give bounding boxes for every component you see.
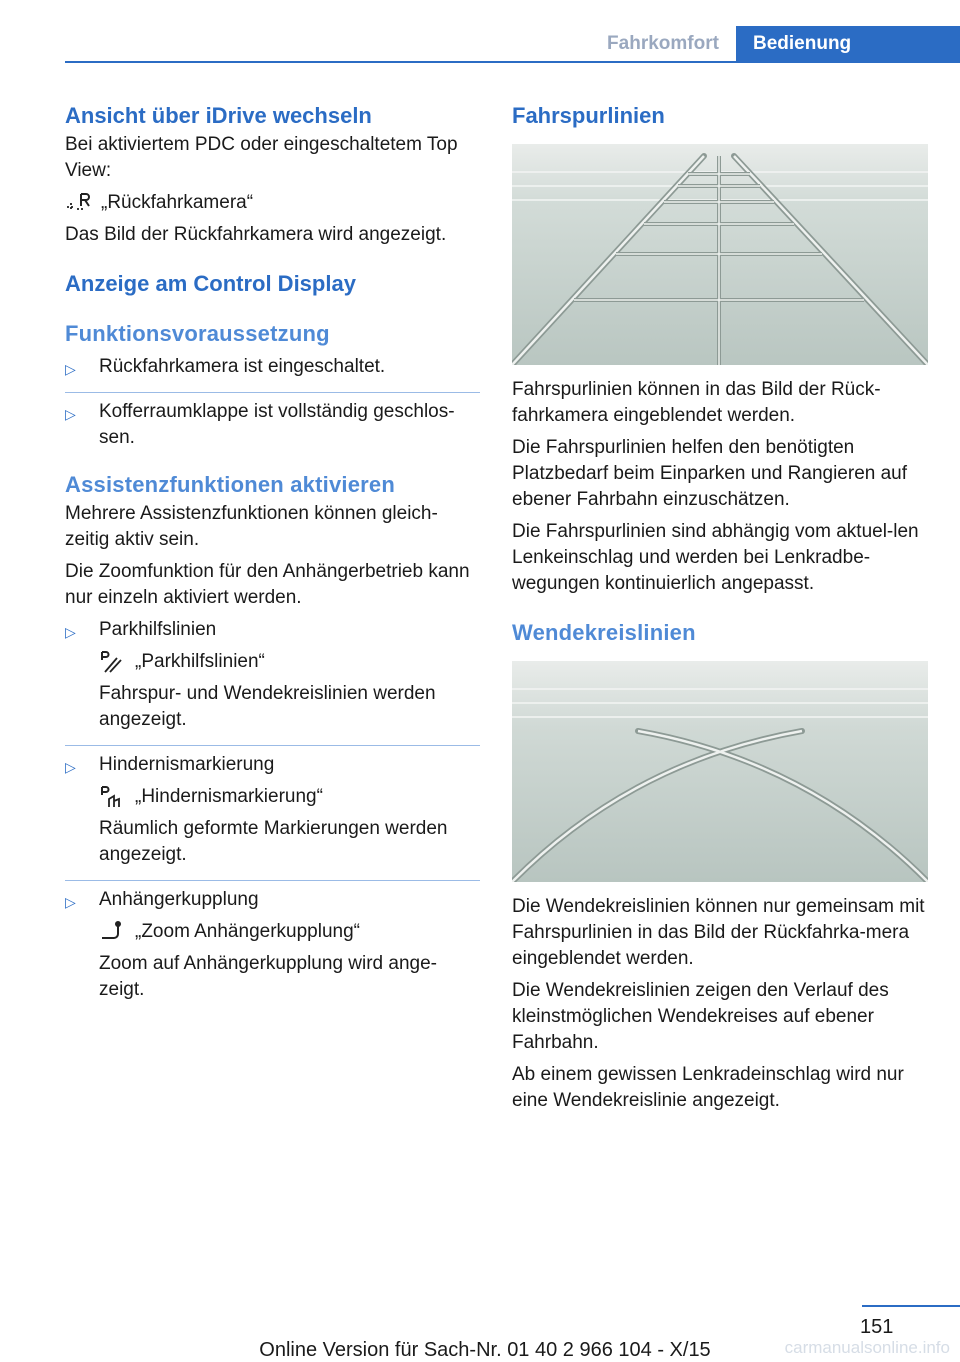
lane-lines-illustration xyxy=(512,144,928,365)
list-item xyxy=(65,399,480,457)
footer-text: Online Version für Sach-Nr. 01 40 2 966 104 - X/15 xyxy=(259,1339,711,1361)
bullet-triangle-icon: ▷ xyxy=(65,759,76,775)
list-item-parkhilfslinien xyxy=(65,617,480,739)
para-fahrspur-3: Die Fahrspurlinien sind abhängig vom aktuel-len Lenkeinschlag und werden bei Lenkradbe-wegungen kontinuierlich angepasst. xyxy=(512,521,919,594)
menu-label-hindernismarkierung: „Hindernismarkierung“ xyxy=(135,786,323,807)
menu-line-hindernismarkierung xyxy=(99,784,480,810)
list-item-title: Parkhilfslinien xyxy=(99,619,217,640)
menu-line-parkhilfslinien xyxy=(99,649,480,675)
divider xyxy=(65,745,480,746)
list-item-desc: Zoom auf Anhängerkupplung wird ange-zeigt. xyxy=(99,953,438,1000)
bullet-triangle-icon: ▷ xyxy=(65,361,76,377)
heading-funktion: Funktionsvoraussetzung xyxy=(65,321,330,346)
heading-anzeige: Anzeige am Control Display xyxy=(65,271,356,296)
header-rule xyxy=(65,61,960,63)
obstacle-marking-icon xyxy=(99,785,125,809)
page-number: 151 xyxy=(860,1316,894,1338)
turning-circle-image xyxy=(512,661,928,882)
menu-line-zoom-anhaengerkupplung xyxy=(99,919,480,945)
turning-circle-illustration xyxy=(512,661,928,882)
trailer-hitch-icon xyxy=(99,920,125,944)
list-item-title: Anhängerkupplung xyxy=(99,889,259,910)
header-tab-bedienung: Bedienung xyxy=(736,26,960,62)
bullet-triangle-icon: ▷ xyxy=(65,406,76,422)
left-column xyxy=(65,102,480,1009)
header-tab-fahrkomfort: Fahrkomfort xyxy=(607,32,719,54)
list-funktion xyxy=(65,354,480,457)
para-ansicht: Bei aktiviertem PDC oder eingeschaltetem Top View: xyxy=(65,134,458,181)
heading-wende: Wendekreislinien xyxy=(512,620,696,645)
para-assist-2: Die Zoomfunktion für den Anhängerbetrieb kann nur einzeln aktiviert werden. xyxy=(65,561,470,608)
heading-fahrspur: Fahrspurlinien xyxy=(512,103,665,128)
menu-label-rueckfahrkamera: „Rückfahrkamera“ xyxy=(101,192,254,213)
divider xyxy=(65,880,480,881)
divider xyxy=(65,392,480,393)
list-item-text: Rückfahrkamera ist eingeschaltet. xyxy=(99,356,386,377)
para-assist-1: Mehrere Assistenzfunktionen können gleich-zeitig aktiv sein. xyxy=(65,503,438,550)
list-item-title: Hindernismarkierung xyxy=(99,754,275,775)
heading-ansicht: Ansicht über iDrive wechseln xyxy=(65,103,372,128)
parking-lines-icon xyxy=(99,650,125,674)
rearview-camera-icon xyxy=(65,191,91,215)
right-column xyxy=(512,102,928,1114)
bullet-triangle-icon: ▷ xyxy=(65,894,76,910)
para-wende-2: Die Wendekreislinien zeigen den Verlauf des kleinstmöglichen Wendekreises auf ebener Fahrbahn. xyxy=(512,980,889,1053)
list-item-desc: Fahrspur- und Wendekreislinien werden angezeigt. xyxy=(99,683,436,730)
list-item-text: Kofferraumklappe ist vollständig geschlos-sen. xyxy=(99,401,455,448)
list-item-desc: Räumlich geformte Markierungen werden angezeigt. xyxy=(99,818,448,865)
menu-label-parkhilfslinien: „Parkhilfslinien“ xyxy=(135,651,265,672)
bullet-triangle-icon: ▷ xyxy=(65,624,76,640)
list-item-hindernismarkierung xyxy=(65,752,480,874)
para-fahrspur-1: Fahrspurlinien können in das Bild der Rück-fahrkamera eingeblendet werden. xyxy=(512,379,881,426)
footer-rule xyxy=(862,1305,960,1307)
para-bild: Das Bild der Rückfahrkamera wird angezeigt. xyxy=(65,224,447,245)
watermark: carmanualsonline.info xyxy=(784,1338,950,1357)
lane-lines-image xyxy=(512,144,928,365)
menu-label-zoom-anhaengerkupplung: „Zoom Anhängerkupplung“ xyxy=(135,921,360,942)
list-item xyxy=(65,354,480,386)
para-wende-1: Die Wendekreislinien können nur gemeinsam mit Fahrspurlinien in das Bild der Rückfahrka-mera eingeblendet werden. xyxy=(512,896,925,969)
para-wende-3: Ab einem gewissen Lenkradeinschlag wird nur eine Wendekreislinie angezeigt. xyxy=(512,1064,904,1111)
list-item-anhaengerkupplung xyxy=(65,887,480,1009)
para-fahrspur-2: Die Fahrspurlinien helfen den benötigten Platzbedarf beim Einparken und Rangieren auf ebener Fahrbahn einzuschätzen. xyxy=(512,437,908,510)
list-assist xyxy=(65,617,480,1009)
heading-assist: Assistenzfunktionen aktivieren xyxy=(65,472,395,497)
menu-line-rueckfahrkamera xyxy=(65,190,480,216)
